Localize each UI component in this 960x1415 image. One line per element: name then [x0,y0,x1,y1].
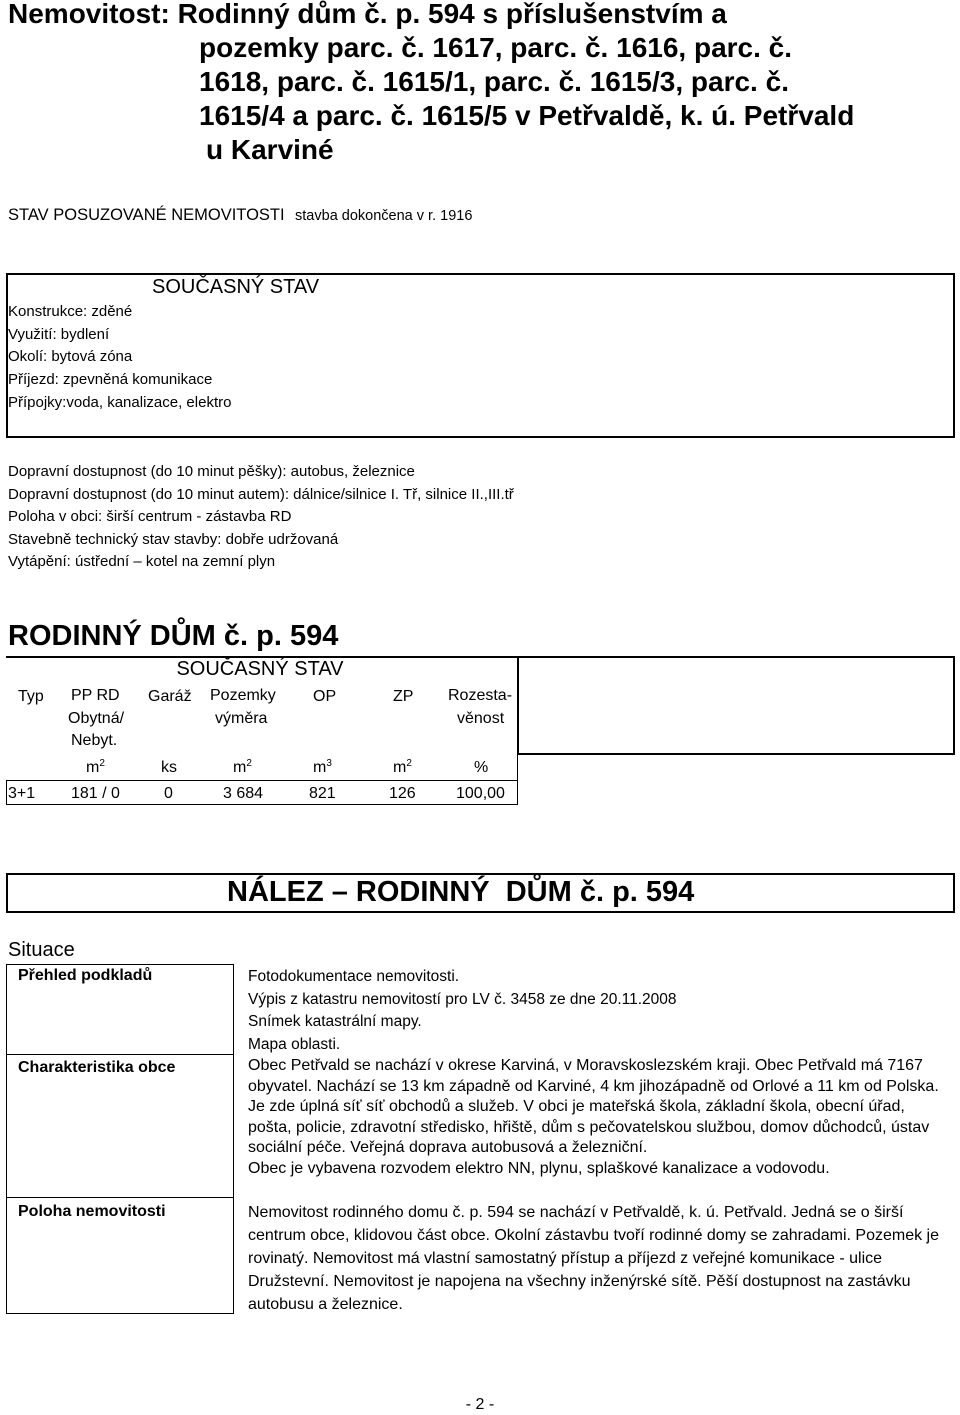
col-header-rozest [448,685,512,730]
source-item: Snímek katastrální mapy. [248,1013,422,1030]
col-header-pozemky [210,685,276,730]
finding-heading: NÁLEZ – RODINNÝ DŮM č. p. 594 [227,876,695,908]
pozemky-line: Pozemky [210,687,276,704]
location-label: Poloha nemovitosti [18,1203,166,1220]
status-label: STAV POSUZOVANÉ NEMOVITOSTI [8,206,285,224]
municipality-text [248,1056,948,1179]
title-line: pozemky parc. č. 1617, parc. č. 1616, parc. č. [199,32,793,63]
municipality-label: Charakteristika obce [18,1059,176,1076]
col-header-garaz: Garáž [148,688,192,705]
title-line: Nemovitost: Rodinný dům č. p. 594 s příslušenstvím a [8,0,727,29]
detail-line: Stavebně technický stav stavby: dobře udržovaná [8,531,339,548]
municipality-paragraph: Obec Petřvald se nachází v okrese Karviná, v Moravskoslezském kraji. Obec Petřvald má 7167 obyvatel. Nachází se 13 km západně od Karviné, 4 km jihozápadně od Orlové a 11 km od Polska. Je zde úplná síť síť obchodů a služeb. V obci je mateřská škola, základní škola, obecní úřad, pošta, policie, zdravotní středisko, hřiště, dům s pečovatelskou službou, domov důchodců, ústav sociální péče. Veřejná doprava autobusová a železniční. [248,1057,939,1156]
state-line: Konstrukce: zděné [8,303,133,320]
location-text: Nemovitost rodinného domu č. p. 594 se nachází v Petřvaldě, k. ú. Petřvald. Jedná se o širší centrum obce, klidovou část obce. Okolní zástavbu tvoří rodinné domy se zahradami. Pozemek je rovinatý. Nemovitost má vlastní samostatný přístup a příjezd z veřejné komunikace - ulice Družstevní. Nemovitost je napojena na všechny inženýrské sítě. Pěší dostupnost na zastávku autobusu a železnice. [248,1204,940,1313]
sources-label: Přehled podkladů [18,967,153,984]
unit-text: m [393,759,407,776]
unit-pprd [86,756,105,779]
unit-text: m [86,759,100,776]
page-number: - 2 - [465,1396,495,1413]
unit-text: m [313,759,327,776]
unit-sup: 2 [406,758,412,769]
unit-sup: 2 [246,758,252,769]
title-line: 1618, parc. č. 1615/1, parc. č. 1615/3, parc. č. [199,66,789,97]
detail-line: Dopravní dostupnost (do 10 minut autem): dálnice/silnice I. Tř, silnice II.,III.tř [8,486,514,503]
house-table-right-box [517,656,955,755]
pprd-line: PP RD [71,687,120,704]
detail-line: Vytápění: ústřední – kotel na zemní plyn [8,553,276,570]
state-line: Okolí: bytová zóna [8,348,133,365]
construction-status [8,206,472,225]
pprd-line: Nebyt. [71,732,118,749]
state-line: Využití: bydlení [8,326,110,343]
col-header-op: OP [313,688,337,705]
unit-garaz: ks [161,759,177,776]
col-header-zp: ZP [393,688,414,705]
unit-zp [393,756,412,779]
title-line: 1615/4 a parc. č. 1615/5 v Petřvaldě, k. ú. Petřvald [199,100,855,131]
title-line: u Karviné [206,134,334,165]
house-table-title: SOUČASNÝ STAV [176,658,344,680]
sources-list [248,966,948,1056]
detail-line: Poloha v obci: širší centrum - zástavba RD [8,508,292,525]
cell-zp: 126 [389,785,416,802]
source-item: Výpis z katastru nemovitostí pro LV č. 3458 ze dne 20.11.2008 [248,990,677,1008]
unit-op [313,756,332,779]
state-line: Příjezd: zpevněná komunikace [8,371,213,388]
unit-text: m [233,759,247,776]
situation-left-column [6,964,234,1314]
detail-line: Dopravní dostupnost (do 10 minut pěšky): autobus, železnice [8,463,415,480]
col-header-typ: Typ [18,688,44,705]
state-line: Přípojky:voda, kanalizace, elektro [8,394,232,411]
unit-sup: 3 [326,758,332,769]
pozemky-line: výměra [215,709,268,727]
pprd-line: Obytná/ [68,709,125,727]
source-item: Fotodokumentace nemovitosti. [248,968,460,985]
cell-typ: 3+1 [8,785,36,802]
cell-pozemky: 3 684 [223,785,264,802]
rozest-line: věnost [457,709,505,727]
cell-garaz: 0 [164,785,173,802]
status-value: stavba dokončena v r. 1916 [295,208,473,224]
unit-rozest: % [474,759,489,776]
municipality-paragraph: Obec je vybavena rozvodem elektro NN, plynu, splaškové kanalizace a vodovodu. [248,1159,830,1177]
rozest-line: Rozesta- [448,687,513,704]
cell-op: 821 [309,785,336,802]
house-heading: RODINNÝ DŮM č. p. 594 [8,620,339,652]
document-title [8,0,958,167]
unit-sup: 2 [99,758,105,769]
situation-title: Situace [8,939,75,961]
unit-pozemky [233,756,252,779]
cell-pprd: 181 / 0 [71,785,120,802]
cell-rozest: 100,00 [456,785,505,802]
current-state-title: SOUČASNÝ STAV [152,276,320,298]
source-item: Mapa oblasti. [248,1035,341,1053]
col-header-pprd [68,685,124,753]
